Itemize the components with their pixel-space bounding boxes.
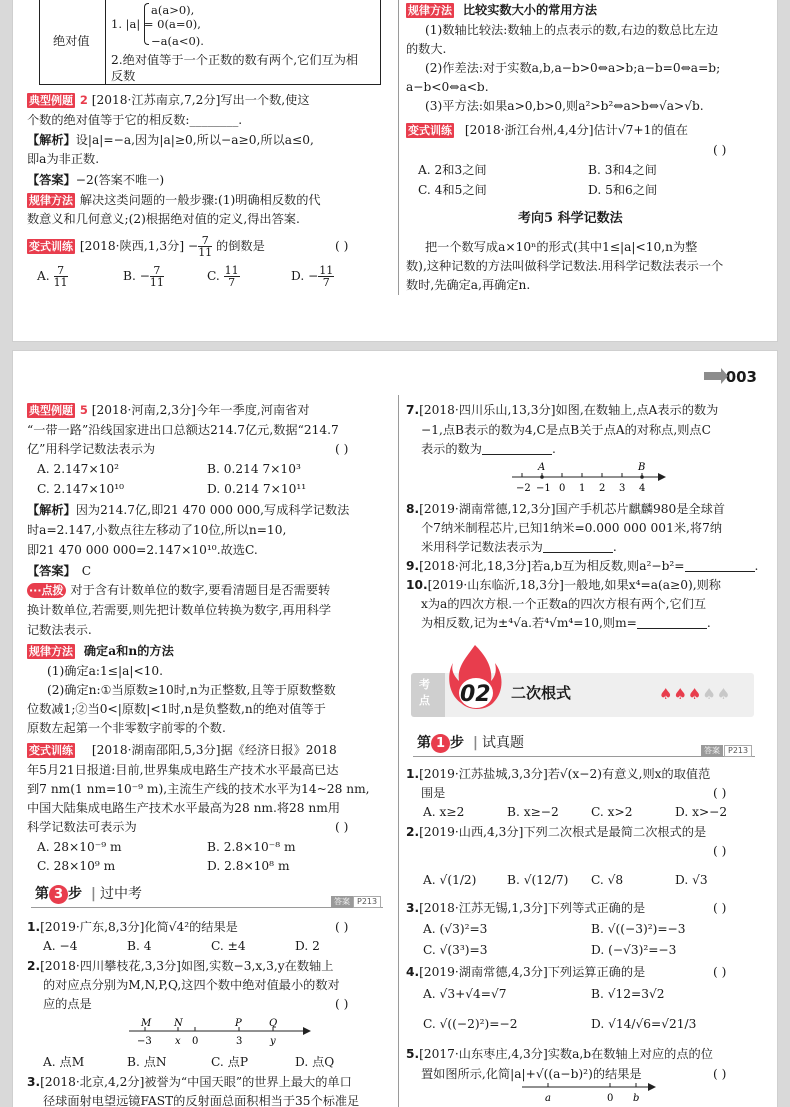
option-a[interactable]: A. x≥2: [423, 805, 465, 819]
table-line: 2.绝对值等于一个正数的数有两个,它们互为相: [111, 53, 359, 67]
analysis: 【解析】因为214.7亿,即21 470 000 000,写成科学记数法: [27, 503, 350, 517]
kaodian-label: 考点: [419, 678, 430, 707]
method-line: 原数左起第一个非零数字前零的个数.: [27, 721, 226, 735]
page-003: [12, 350, 778, 1107]
variant-text: 中国大陆集成电路生产技术水平最高为28 nm.将28 nm用: [27, 801, 341, 815]
table-line: −a(a<0).: [151, 34, 204, 48]
question-text: 的对应点分别为M,N,P,Q,这四个数中绝对值最小的数对: [43, 978, 340, 992]
arrow-icon: [704, 372, 722, 380]
option-a[interactable]: A. 28×10⁻⁹ m: [37, 840, 122, 854]
example-text: [2018·江苏南京,7,2分]写出一个数,使这: [91, 93, 310, 107]
question-8: 8.[2019·湖南常德,12,3分]国产手机芯片麒麟980是全球首: [406, 502, 725, 516]
sci-line: 数),这种记数的方法叫做科学记数法.用科学记数法表示一个: [406, 259, 724, 273]
tip-text: 换计数单位,若需要,则先把计数单位转换为数字,再用科学: [27, 603, 332, 617]
question-text: 应的点是: [43, 997, 92, 1011]
variant-training-right: 变式训练 [2018·浙江台州,4,4分]估计√7+1的值在: [408, 123, 688, 137]
method-line: (1)数轴比较法:数轴上的点表示的数,右边的数总比左边: [425, 23, 719, 37]
example-badge: 典型例题: [29, 404, 73, 417]
answer-paren: ( ): [335, 820, 349, 834]
answer-paren: ( ): [335, 920, 349, 934]
tick-label: 3: [619, 483, 626, 494]
tick-label: 2: [599, 483, 606, 494]
axis-label: M: [141, 1018, 152, 1029]
answer-paren: ( ): [713, 844, 727, 858]
option-c[interactable]: C. 2.147×10¹⁰: [37, 482, 125, 496]
option-a[interactable]: A. 2和3之间: [418, 163, 487, 177]
answer-page-ref: P213: [353, 896, 381, 908]
option-a[interactable]: A. 点M: [43, 1055, 85, 1069]
example-text: “一带一路”沿线国家进出口总额达214.7亿元,数据“214.7: [27, 423, 339, 437]
method-right: [406, 1, 597, 20]
answer-page-ref: P213: [724, 745, 752, 757]
question-text: 个7纳米制程芯片,已知1纳米=0.000 000 001米,将7纳: [421, 521, 723, 535]
answer: 【答案】 C: [27, 564, 92, 578]
option-b[interactable]: B. 4: [127, 939, 152, 953]
question-9: 9.[2018·河北,18,3分]若a,b互为相反数,则a²−b²= .: [406, 559, 759, 573]
axis-value: −3: [137, 1036, 152, 1047]
method-line: a−b<0⇔a<b.: [406, 80, 489, 94]
difficulty-flames: ♠♠♠♠♠: [659, 685, 732, 703]
axis-value: x: [175, 1036, 181, 1047]
method-badge: 规律方法: [29, 645, 73, 658]
example-number: 2: [79, 93, 88, 107]
answer-blank[interactable]: [543, 541, 613, 553]
answer-paren: ( ): [713, 901, 727, 915]
example-5: 典型例题 5 [2018·河南,2,3分]今年一季度,河南省对: [29, 403, 310, 417]
answer-paren: ( ): [713, 143, 727, 157]
option-c[interactable]: C. x>2: [591, 805, 633, 819]
question-3: 3.[2018·北京,4,2分]被誉为“中国天眼”的世界上最大的单口: [27, 1075, 352, 1089]
answer-paren: ( ): [713, 1067, 727, 1081]
tick-label: −2: [516, 483, 531, 494]
column-divider: [398, 395, 399, 1107]
question-text: x为a的四次方根.一个正数a的四次方根有两个,它们互: [421, 597, 707, 611]
variant-badge: 变式训练: [408, 124, 452, 137]
method-line: (3)平方法:如果a>0,b>0,则a²>b²⇔a>b⇔√a>√b.: [425, 99, 704, 113]
axis-label: a: [545, 1093, 551, 1104]
analysis: 【解析】设|a|=−a,因为|a|≥0,所以−a≥0,所以a≤0,: [27, 133, 314, 147]
question-text: 为相反数,记为±⁴√a.若⁴√m⁴=10,则m= .: [421, 616, 711, 630]
question-7: 7.[2018·四川乐山,13,3分]如图,在数轴上,点A表示的数为: [406, 403, 719, 417]
table-label: 绝对值: [53, 34, 90, 48]
axis-value: y: [270, 1036, 276, 1047]
option-d[interactable]: D. − $\frac{11}{7}$: [291, 264, 334, 289]
option-a[interactable]: A. −4: [43, 939, 78, 953]
step3-heading: 第 3 步 | 过中考: [35, 886, 142, 902]
answer-blank[interactable]: [685, 560, 755, 572]
option-a[interactable]: A. √(1/2): [423, 873, 477, 887]
example-2: [27, 91, 310, 110]
method-line: (2)确定n:①当原数≥10时,n为正整数,且等于原数整数: [47, 683, 336, 697]
axis-label: P: [235, 1018, 242, 1029]
method-line: (2)作差法:对于实数a,b,a−b>0⇔a>b;a−b=0⇔a=b;: [425, 61, 721, 75]
option-b[interactable]: B. √((−3)²)=−3: [591, 922, 686, 936]
answer: 【答案】−2(答案不唯一): [27, 173, 165, 187]
option-d[interactable]: D. x>−2: [675, 805, 728, 819]
number-line-q5: [518, 1079, 658, 1107]
r-question-2: 2.[2019·山西,4,3分]下列二次根式是最简二次根式的是: [406, 825, 707, 839]
variant-training: 变式训练 [2018·陕西,1,3分] − $\frac{7}{11}$ 的倒数是: [29, 234, 265, 259]
question-text: 围是: [421, 786, 446, 800]
answer-blank[interactable]: [482, 443, 552, 455]
axis-label: 0: [607, 1093, 614, 1104]
option-b[interactable]: B. √(12/7): [507, 873, 569, 887]
number-line-q7: [508, 459, 668, 497]
answer-paren: ( ): [713, 786, 727, 800]
kaodian-banner: [411, 673, 754, 717]
question-text: 径球面射电望远镜FAST的反射面总面积相当于35个标准足: [43, 1094, 360, 1107]
r-question-4: 4.[2019·湖南常德,4,3分]下列运算正确的是: [406, 965, 646, 979]
example-text: 亿”用科学记数法表示为: [27, 442, 156, 456]
sci-line: 数时,先确定a,再确定n.: [406, 278, 531, 292]
answer-paren: ( ): [335, 997, 349, 1011]
answer-paren: ( ): [713, 965, 727, 979]
option-d[interactable]: D. 0.214 7×10¹¹: [207, 482, 307, 496]
option-a[interactable]: A. (√3)²=3: [423, 922, 488, 936]
method-text: 数意义和几何意义;(2)根据绝对值的定义,得出答案.: [27, 212, 300, 226]
tip-text: 记数法表示.: [27, 623, 92, 637]
question-1: 1.[2019·广东,8,3分]化简√4²的结果是: [27, 920, 238, 934]
method: 规律方法 确定a和n的方法: [29, 644, 174, 658]
question-2: 2.[2018·四川攀枝花,3,3分]如图,实数−3,x,3,y在数轴上: [27, 959, 334, 973]
example-badge: 典型例题: [29, 94, 73, 107]
r-question-3: 3.[2018·江苏无锡,1,3分]下列等式正确的是: [406, 901, 646, 915]
page-number: 003: [704, 368, 757, 387]
option-b[interactable]: B. x≥−2: [507, 805, 559, 819]
axis-value: 3: [236, 1036, 243, 1047]
answer-tab[interactable]: 答案: [701, 745, 723, 757]
option-b[interactable]: B. 2.8×10⁻⁸ m: [207, 840, 296, 854]
variant-text: 年5月21日报道:目前,世界集成电路生产技术水平最高已达: [27, 763, 339, 777]
axis-label: N: [174, 1018, 183, 1029]
section-title: 考向5 科学记数法: [518, 211, 623, 226]
option-b[interactable]: B. 点N: [127, 1055, 167, 1069]
option-b[interactable]: B. √12=3√2: [591, 987, 665, 1001]
option-d[interactable]: D. 点Q: [295, 1055, 335, 1069]
tick-label: 1: [579, 483, 586, 494]
option-c[interactable]: C. √((−2)²)=−2: [423, 1017, 518, 1031]
table-line: 1. |a| = 0(a=0),: [111, 17, 201, 31]
option-d[interactable]: D. 2: [295, 939, 320, 953]
option-c[interactable]: C. 点P: [211, 1055, 249, 1069]
number-line-q2: [123, 1017, 313, 1051]
tick-label: −1: [536, 483, 551, 494]
example-number: 5: [79, 403, 88, 417]
option-c[interactable]: C. √8: [591, 873, 624, 887]
point-label: A: [538, 462, 546, 473]
answer-tab[interactable]: 答案: [331, 896, 353, 908]
table-line: 反数: [111, 69, 136, 83]
absolute-value-table: [39, 0, 381, 85]
option-d[interactable]: D. 5和6之间: [588, 183, 658, 197]
analysis: 即a为非正数.: [27, 152, 100, 166]
method: 规律方法 解决这类问题的一般步骤:(1)明确相反数的代: [29, 193, 321, 207]
column-divider: [398, 0, 399, 295]
option-a[interactable]: A. √3+√4=√7: [423, 987, 507, 1001]
tick-label: 0: [559, 483, 566, 494]
question-10: 10.[2019·山东临沂,18,3分]一般地,如果x⁴=a(a≥0),则称: [406, 578, 721, 592]
method-title: 比较实数大小的常用方法: [462, 3, 597, 17]
method-line: 的数大.: [406, 42, 447, 56]
question-text: −1,点B表示的数为4,C是点B关于点A的对称点,则点C: [421, 423, 711, 437]
table-line: a(a>0),: [151, 3, 195, 17]
kaodian-number: 02: [460, 682, 491, 707]
variant-text: 到7 nm(1 nm=10⁻⁹ m),主流生产线的技术水平为14~28 nm,: [27, 782, 370, 796]
kaodian-title: 二次根式: [511, 684, 572, 702]
tick-label: 4: [639, 483, 646, 494]
question-text: 表示的数为 .: [421, 442, 556, 456]
r-question-1: 1.[2019·江苏盐城,3,3分]若√(x−2)有意义,则x的取值范: [406, 767, 711, 781]
point-label: B: [638, 462, 646, 473]
option-a[interactable]: A. $\frac{7}{11}$: [37, 264, 68, 289]
method-badge: 规律方法: [29, 194, 73, 207]
option-c[interactable]: C. 28×10⁹ m: [37, 859, 116, 873]
example-text: 个数的绝对值等于它的相反数:________.: [27, 113, 243, 127]
step1-heading: 第 1 步 | 试真题: [417, 735, 524, 751]
option-d[interactable]: D. (−√3)²=−3: [591, 943, 677, 957]
option-c[interactable]: C. √(3³)=3: [423, 943, 488, 957]
option-d[interactable]: D. √14/√6=√21/3: [591, 1017, 697, 1031]
variant-text: 科学记数法可表示为: [27, 820, 137, 834]
axis-label: b: [633, 1093, 640, 1104]
variant-badge: 变式训练: [29, 240, 73, 253]
r-question-5: 5.[2017·山东枣庄,4,3分]实数a,b在数轴上对应的点的位: [406, 1047, 713, 1061]
option-a[interactable]: A. 2.147×10²: [37, 462, 120, 476]
answer-blank[interactable]: [637, 617, 707, 629]
answer-paren: ( ): [335, 442, 349, 456]
tip-badge: ···点拨: [29, 584, 64, 597]
variant-badge: 变式训练: [29, 744, 73, 757]
analysis: 时a=2.147,小数点往左移动了10位,所以n=10,: [27, 523, 287, 537]
variant-training: 变式训练 [2018·湖南邵阳,5,3分]据《经济日报》2018: [29, 743, 337, 757]
tip: ···点拨 对于含有计数单位的数字,要看清题目是否需要转: [29, 583, 331, 597]
analysis: 即21 470 000 000=2.147×10¹⁰.故选C.: [27, 543, 258, 557]
axis-label: Q: [269, 1018, 278, 1029]
method-line: 位数减1;②当0<|原数|<1时,n是负整数,n的绝对值等于: [27, 702, 326, 716]
axis-value: 0: [192, 1036, 199, 1047]
sci-line: 把一个数写成a×10ⁿ的形式(其中1≤|a|<10,n为整: [425, 240, 698, 254]
option-b[interactable]: B. − $\frac{7}{11}$: [123, 264, 164, 289]
option-d[interactable]: D. √3: [675, 873, 708, 887]
option-c[interactable]: C. 4和5之间: [418, 183, 487, 197]
question-text: 置如图所示,化简|a|+√((a−b)²)的结果是: [421, 1067, 642, 1081]
fraction: $\frac{7}{11}$: [198, 234, 213, 259]
answer-paren: ( ): [335, 239, 349, 253]
option-c[interactable]: C. $\frac{11}{7}$: [207, 264, 239, 289]
option-c[interactable]: C. ±4: [211, 939, 246, 953]
option-b[interactable]: B. 0.214 7×10³: [207, 462, 301, 476]
method-badge: 规律方法: [408, 4, 452, 17]
method-line: (1)确定a:1≤|a|<10.: [47, 664, 164, 678]
page-top: [12, 0, 778, 342]
option-b[interactable]: B. 3和4之间: [588, 163, 657, 177]
option-d[interactable]: D. 2.8×10⁸ m: [207, 859, 290, 873]
question-text: 米用科学记数法表示为 .: [421, 540, 617, 554]
